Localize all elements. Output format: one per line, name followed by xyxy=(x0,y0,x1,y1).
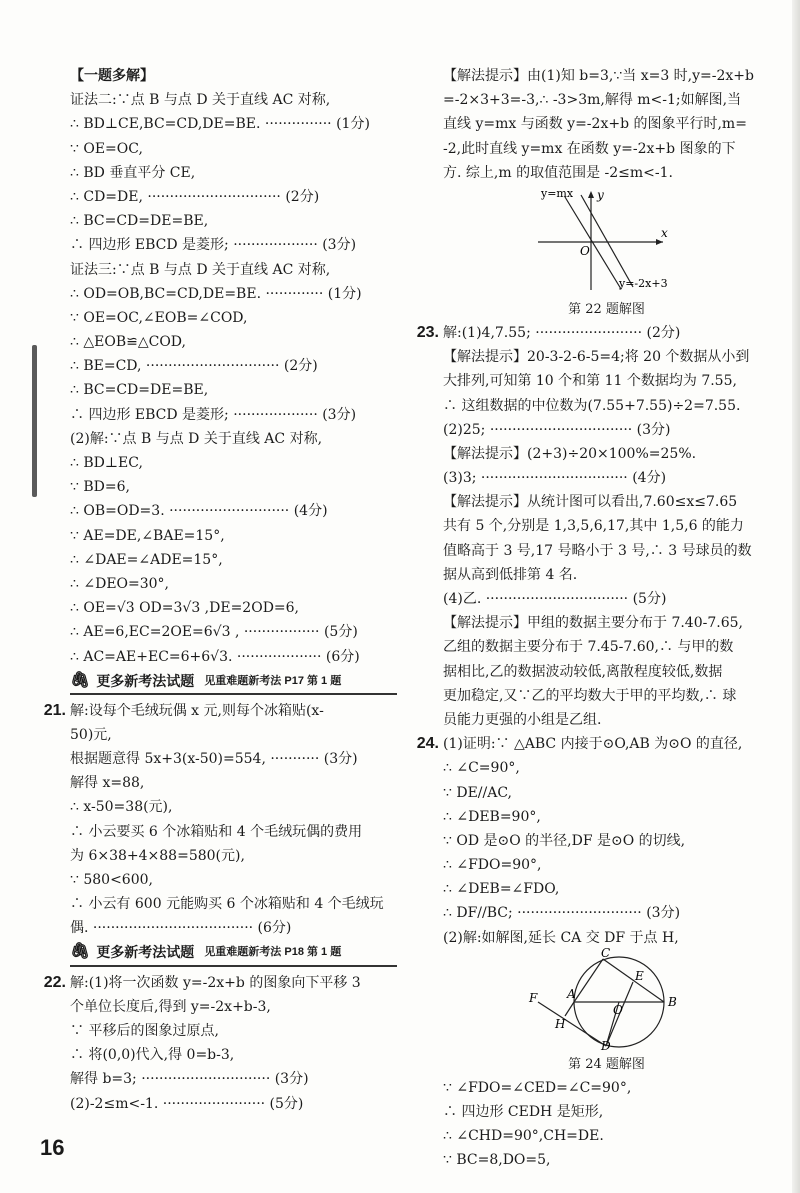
text-line xyxy=(443,137,770,161)
text-line xyxy=(443,756,770,780)
text-line xyxy=(70,330,397,354)
line-text: ∴ ∠DAE=∠ADE=15°, xyxy=(70,551,223,568)
text-line xyxy=(70,354,397,378)
question-start-line xyxy=(416,732,770,756)
line-text: ∴ ∠DEB=∠FDO, xyxy=(443,881,560,898)
text-line xyxy=(70,1019,397,1043)
line-text: 偶. ···································· (6分) xyxy=(70,920,292,937)
text-line xyxy=(443,88,770,112)
line-text: 证法三:∵点 B 与点 D 关于直线 AC 对称, xyxy=(70,261,331,278)
line-text: 【解法提示】由(1)知 b=3,∵当 x=3 时,y=-2x+b xyxy=(443,68,754,84)
text-line xyxy=(70,548,397,572)
line-text: 值略高于 3 号,17 号略小于 3 号,∴ 3 号球员的数 xyxy=(443,542,752,559)
line-text: ∵ OE=OC, xyxy=(70,140,143,157)
text-line xyxy=(443,781,770,805)
question-start-line xyxy=(416,321,770,345)
fig22-label-line1: y=mx xyxy=(541,186,574,200)
line-text: ∴ 小云有 600 元能购买 6 个冰箱贴和 4 个毛绒玩 xyxy=(70,896,384,913)
text-line xyxy=(443,418,770,442)
line-text: 解:(1)4,7.55; ························ (2分) xyxy=(443,324,681,341)
text-line xyxy=(70,258,397,282)
text-line xyxy=(70,820,397,844)
question-number: 21. xyxy=(43,701,66,719)
text-line xyxy=(443,112,770,136)
line-text: (4)乙. ································ (5分) xyxy=(443,591,667,607)
line-text: 更加稳定,又∵乙的平均数大于甲的平均数,∴ 球 xyxy=(443,687,737,704)
text-line xyxy=(70,868,397,892)
text-line xyxy=(443,1076,770,1100)
line-text: ∴ 这组数据的中位数为(7.55+7.55)÷2=7.55. xyxy=(443,397,741,414)
fig22-label-x: x xyxy=(661,225,668,240)
paperclip-icon: 🖇 xyxy=(70,943,91,961)
text-line xyxy=(443,161,770,185)
more-questions-banner xyxy=(70,941,397,967)
line-text: 据从高到低排第 4 名. xyxy=(443,566,578,583)
text-line xyxy=(70,747,397,771)
text-line xyxy=(70,795,397,819)
left-column xyxy=(43,64,397,1116)
text-line xyxy=(70,596,397,620)
text-line xyxy=(70,233,397,257)
more-questions-label: 更多新考法试题 xyxy=(96,672,195,689)
text-line xyxy=(443,805,770,829)
line-text: ∴ 将(0,0)代入,得 0=b-3, xyxy=(70,1047,235,1064)
line-text: 【解法提示】20-3-2-6-5=4;将 20 个数据从小到 xyxy=(443,349,750,366)
line-text: 直线 y=mx 与函数 y=-2x+b 的图象平行时,m= xyxy=(443,116,747,133)
line-text: ∴ 四边形 EBCD 是菱形; ··················· (3分) xyxy=(70,406,357,423)
text-line xyxy=(443,611,770,635)
figure-22-caption: 第 22 题解图 xyxy=(568,301,645,317)
line-text: 解:设每个毛绒玩偶 x 元,则每个冰箱贴(x- xyxy=(70,702,324,719)
text-line xyxy=(443,684,770,708)
fig24-label-b: B xyxy=(668,994,677,1009)
right-column xyxy=(416,64,770,1173)
figure-22 xyxy=(443,185,770,321)
text-line xyxy=(443,466,770,490)
text-line xyxy=(443,901,770,925)
text-line xyxy=(70,209,397,233)
line-text: -2,此时直线 y=mx 在函数 y=-2x+b 图象的下 xyxy=(443,140,736,157)
text-line xyxy=(443,394,770,418)
text-line xyxy=(443,514,770,538)
line-text: 据相比,乙的数据波动较低,离散程度较低,数据 xyxy=(443,663,723,680)
line-text: 大排列,可知第 10 个和第 11 个数据均为 7.55, xyxy=(443,373,737,390)
text-line xyxy=(443,708,770,732)
line-text: ∵ OE=OC,∠EOB=∠COD, xyxy=(70,309,248,326)
line-text: 员能力更强的小组是乙组. xyxy=(443,711,602,728)
text-line xyxy=(70,524,397,548)
fig24-label-o: O xyxy=(613,1002,623,1017)
text-line xyxy=(70,378,397,402)
line-text: 50)元, xyxy=(70,726,112,743)
line-text: ∴ BC=CD=DE=BE, xyxy=(70,382,209,399)
line-text: 【解法提示】甲组的数据主要分布于 7.40-7.65, xyxy=(443,615,743,632)
line-text: 解:(1)将一次函数 y=-2x+b 的图象向下平移 3 xyxy=(70,974,361,991)
more-questions-label: 更多新考法试题 xyxy=(96,944,195,961)
question-number: 23. xyxy=(416,323,439,341)
line-text: (3)3; ································· (4分) xyxy=(443,470,667,487)
line-text: ∴ 四边形 EBCD 是菱形; ··················· (3分) xyxy=(70,237,357,254)
line-text: ∴ ∠C=90°, xyxy=(443,760,520,777)
line-text: ∴ BC=CD=DE=BE, xyxy=(70,213,209,230)
line-text: 证法二:∵点 B 与点 D 关于直线 AC 对称, xyxy=(70,92,331,109)
text-line xyxy=(443,345,770,369)
text-line xyxy=(70,572,397,596)
binder-mark xyxy=(32,345,37,497)
line-text: ∴ 四边形 CEDH 是矩形, xyxy=(443,1104,604,1120)
text-line xyxy=(443,853,770,877)
line-text: ∴ BD⊥CE,BC=CD,DE=BE. ··············· (1分) xyxy=(70,116,370,133)
line-text: 【解法提示】从统计图可以看出,7.60≤x≤7.65 xyxy=(443,494,738,511)
line-text: ∴ x-50=38(元), xyxy=(70,799,173,816)
text-line xyxy=(70,403,397,427)
line-text: 共有 5 个,分别是 1,3,5,6,17,其中 1,5,6 的能力 xyxy=(443,518,744,535)
text-line xyxy=(70,64,397,88)
line-text: (2)25; ································ (3分) xyxy=(443,421,671,438)
fig24-label-h: H xyxy=(555,1016,566,1031)
line-text: ∵ BC=8,DO=5, xyxy=(443,1152,551,1169)
more-questions-ref: 见重难题新考法 P17 第 1 题 xyxy=(204,674,342,687)
line-text: ∴ ∠DEO=30°, xyxy=(70,575,170,592)
line-text: 【解法提示】(2+3)÷20×100%=25%. xyxy=(443,445,697,462)
text-line xyxy=(443,563,770,587)
line-text: ∵ AE=DE,∠BAE=15°, xyxy=(70,527,225,544)
question-number: 24. xyxy=(416,735,439,753)
page-edge xyxy=(792,0,800,1193)
more-questions-ref: 见重难题新考法 P18 第 1 题 xyxy=(204,946,342,959)
text-line xyxy=(70,282,397,306)
more-questions-banner xyxy=(70,669,397,695)
line-text: ∵ ∠FDO=∠CED=∠C=90°, xyxy=(443,1079,632,1096)
text-line xyxy=(70,161,397,185)
line-text: ∴ ∠CHD=90°,CH=DE. xyxy=(443,1128,604,1145)
line-text: 解得 b=3; ····························· (3分) xyxy=(70,1071,309,1088)
text-line xyxy=(70,185,397,209)
question-start-line xyxy=(43,699,397,723)
text-line xyxy=(443,539,770,563)
text-line xyxy=(70,844,397,868)
text-line xyxy=(443,660,770,684)
line-text: ∴ BD⊥EC, xyxy=(70,455,143,471)
text-line xyxy=(443,490,770,514)
line-text: (2)-2≤m<-1. ······················· (5分) xyxy=(70,1095,304,1112)
line-text: 个单位长度后,得到 y=-2x+b-3, xyxy=(70,998,271,1015)
line-text: ∵ 580<600, xyxy=(70,872,153,888)
text-line xyxy=(70,88,397,112)
text-line xyxy=(70,1043,397,1067)
line-text: ∴ △EOB≌△COD, xyxy=(70,334,186,351)
question-number: 22. xyxy=(43,973,66,991)
line-text: ∴ CD=DE, ······························ (2分) xyxy=(70,188,320,205)
text-line xyxy=(443,829,770,853)
text-line xyxy=(443,369,770,393)
figure-24-graph xyxy=(443,945,770,1053)
figure-22-graph xyxy=(443,185,770,295)
line-text: 方. 综上,m 的取值范围是 -2≤m<-1. xyxy=(443,164,673,181)
line-text: ∴ DF//BC; ···························· (3分) xyxy=(443,905,681,922)
line-text: ∴ AE=6,EC=2OE=6√3 , ················· (5分) xyxy=(70,624,358,641)
text-line xyxy=(70,892,397,916)
figure-24 xyxy=(443,945,770,1076)
text-line xyxy=(443,1124,770,1148)
paperclip-icon: 🖇 xyxy=(70,671,91,689)
line-text: ∵ 平移后的图象过原点, xyxy=(70,1022,219,1039)
line-text: ∴ AC=AE+EC=6+6√3. ··················· (6分) xyxy=(70,648,360,665)
line-text: (2)解:∵点 B 与点 D 关于直线 AC 对称, xyxy=(70,430,323,447)
fig24-label-f: F xyxy=(529,990,538,1005)
line-text: 【一题多解】 xyxy=(70,68,154,84)
line-text: ∴ OE=√3 OD=3√3 ,DE=2OD=6, xyxy=(70,600,300,617)
line-text: 根据题意得 5x+3(x-50)=554, ··········· (3分) xyxy=(70,751,358,768)
question-start-line xyxy=(43,971,397,995)
text-line xyxy=(443,442,770,466)
line-text: (2)解:如解图,延长 CA 交 DF 于点 H, xyxy=(443,929,679,946)
text-line xyxy=(443,64,770,88)
line-text: =-2×3+3=-3,∴ -3>3m,解得 m<-1;如解图,当 xyxy=(443,92,742,109)
text-line xyxy=(70,1092,397,1116)
line-text: ∵ DE//AC, xyxy=(443,784,513,801)
text-line xyxy=(443,1148,770,1172)
fig24-label-e: E xyxy=(635,968,644,983)
line-text: ∴ OB=OD=3. ··························· (4分) xyxy=(70,503,328,520)
text-line xyxy=(70,451,397,475)
text-line xyxy=(443,635,770,659)
fig22-label-line2: y=-2x+3 xyxy=(619,276,668,290)
line-text: ∵ OD 是⊙O 的半径,DF 是⊙O 的切线, xyxy=(443,832,686,849)
text-line xyxy=(70,112,397,136)
text-line xyxy=(70,771,397,795)
text-line xyxy=(70,499,397,523)
fig22-label-y: y xyxy=(597,187,604,202)
fig24-label-d: D xyxy=(601,1038,611,1053)
text-line xyxy=(443,1100,770,1124)
text-line xyxy=(70,620,397,644)
text-line xyxy=(70,306,397,330)
line-text: 乙组的数据主要分布于 7.45-7.60,∴ 与甲的数 xyxy=(443,639,734,656)
line-text: ∴ BD 垂直平分 CE, xyxy=(70,164,196,181)
line-text: (1)证明:∵ △ABC 内接于⊙O,AB 为⊙O 的直径, xyxy=(443,736,743,753)
fig24-label-c: C xyxy=(601,945,611,960)
text-line xyxy=(70,475,397,499)
text-line xyxy=(70,645,397,669)
text-line xyxy=(70,427,397,451)
text-line xyxy=(443,877,770,901)
line-text: ∴ 小云要买 6 个冰箱贴和 4 个毛绒玩偶的费用 xyxy=(70,823,363,840)
line-text: ∴ ∠FDO=90°, xyxy=(443,857,542,874)
figure-24-caption: 第 24 题解图 xyxy=(568,1056,645,1072)
line-text: ∴ BE=CD, ······························ (2分) xyxy=(70,358,318,375)
fig22-label-o: O xyxy=(580,243,590,258)
text-line xyxy=(443,587,770,611)
fig24-label-a: A xyxy=(567,986,576,1001)
text-line xyxy=(70,916,397,940)
line-text: ∴ ∠DEB=90°, xyxy=(443,808,541,825)
line-text: ∵ BD=6, xyxy=(70,479,130,496)
text-line xyxy=(70,1067,397,1091)
line-text: ∴ OD=OB,BC=CD,DE=BE. ············· (1分) xyxy=(70,285,362,302)
line-text: 为 6×38+4×88=580(元), xyxy=(70,847,245,864)
page-number: 16 xyxy=(40,1135,65,1160)
text-line xyxy=(70,723,397,747)
text-line xyxy=(70,137,397,161)
text-line xyxy=(70,995,397,1019)
line-text: 解得 x=88, xyxy=(70,775,145,792)
